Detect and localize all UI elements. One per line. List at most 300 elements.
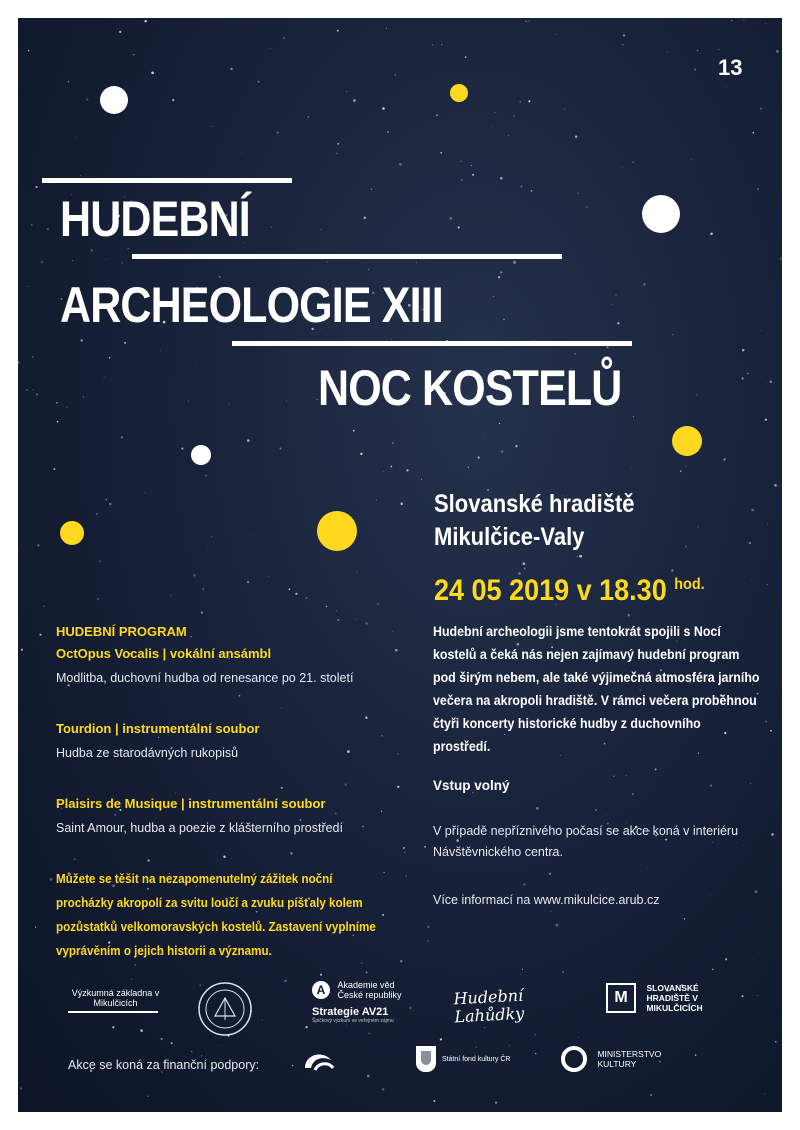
star bbox=[685, 545, 687, 547]
star bbox=[751, 509, 754, 512]
star bbox=[31, 224, 33, 226]
star bbox=[556, 924, 559, 927]
star bbox=[131, 979, 132, 980]
star bbox=[400, 502, 403, 505]
star bbox=[400, 960, 402, 962]
title-line-2: ARCHEOLOGIE XIII bbox=[60, 277, 443, 333]
star bbox=[47, 228, 49, 230]
star bbox=[21, 649, 23, 651]
star bbox=[383, 471, 384, 472]
star bbox=[281, 707, 282, 708]
star bbox=[493, 296, 495, 298]
vyzkumna-zakladna-text: Výzkumná základna v Mikulčicích bbox=[71, 988, 160, 1008]
star bbox=[726, 87, 727, 88]
star bbox=[381, 735, 383, 737]
star bbox=[684, 918, 685, 919]
star bbox=[104, 377, 105, 378]
program-item-desc: Saint Amour, hudba a poezie z klášterního prostředí bbox=[56, 821, 343, 835]
star bbox=[680, 470, 681, 471]
star bbox=[675, 900, 676, 901]
star bbox=[626, 775, 627, 776]
star bbox=[286, 401, 287, 402]
venue-line-2: Mikulčice-Valy bbox=[434, 523, 585, 551]
star bbox=[764, 1094, 765, 1095]
star bbox=[685, 466, 686, 467]
star bbox=[133, 54, 135, 56]
star bbox=[500, 177, 503, 180]
seal-icon bbox=[196, 980, 254, 1038]
star bbox=[109, 503, 112, 506]
star bbox=[472, 174, 474, 176]
star bbox=[175, 793, 176, 794]
star bbox=[247, 439, 250, 442]
star bbox=[767, 523, 768, 524]
star bbox=[371, 188, 373, 190]
title-rule bbox=[232, 341, 632, 346]
star bbox=[218, 1045, 219, 1046]
star bbox=[564, 109, 565, 110]
star bbox=[391, 466, 393, 468]
star bbox=[206, 843, 207, 844]
star bbox=[513, 261, 516, 264]
star bbox=[336, 610, 337, 611]
star bbox=[105, 499, 107, 501]
star bbox=[742, 349, 745, 352]
star bbox=[37, 544, 39, 546]
star bbox=[392, 631, 393, 632]
star bbox=[119, 31, 121, 33]
star bbox=[697, 526, 698, 527]
star bbox=[211, 536, 212, 537]
yellow-circle bbox=[317, 511, 357, 551]
star bbox=[377, 603, 379, 605]
star bbox=[623, 34, 625, 36]
program-item-desc: Hudba ze starodávných rukopisů bbox=[56, 746, 239, 760]
star bbox=[404, 852, 405, 853]
star bbox=[376, 500, 377, 501]
star bbox=[750, 783, 751, 784]
ministerstvo-ring-icon bbox=[561, 1046, 587, 1072]
star bbox=[366, 971, 368, 973]
star bbox=[32, 356, 34, 358]
star bbox=[18, 361, 19, 363]
star bbox=[556, 34, 557, 35]
star bbox=[622, 44, 624, 46]
star bbox=[383, 872, 384, 873]
venue-line-1: Slovanské hradiště bbox=[434, 490, 635, 518]
star bbox=[755, 890, 758, 893]
star bbox=[655, 768, 657, 770]
star bbox=[607, 346, 609, 348]
star bbox=[520, 186, 522, 188]
star bbox=[468, 467, 469, 468]
star bbox=[39, 634, 41, 636]
star bbox=[450, 217, 452, 219]
star bbox=[28, 286, 29, 287]
star bbox=[672, 334, 673, 335]
star bbox=[280, 447, 282, 449]
star bbox=[356, 619, 357, 620]
star bbox=[365, 717, 367, 719]
star bbox=[723, 458, 725, 460]
star bbox=[327, 261, 328, 262]
title-line-3: NOC KOSTELŮ bbox=[318, 360, 622, 416]
star bbox=[774, 484, 777, 487]
star bbox=[695, 1054, 696, 1055]
star bbox=[36, 393, 38, 395]
star bbox=[121, 436, 123, 438]
akademie-text: Akademie věd České republiky bbox=[337, 980, 402, 1000]
star bbox=[440, 1038, 442, 1040]
star bbox=[577, 556, 578, 557]
star bbox=[320, 229, 322, 231]
star bbox=[495, 1101, 497, 1103]
star bbox=[535, 1053, 536, 1054]
star bbox=[770, 730, 772, 732]
ministerstvo-text: MINISTERSTVO KULTURY bbox=[597, 1049, 662, 1069]
star bbox=[752, 132, 754, 134]
star bbox=[392, 442, 393, 443]
star bbox=[277, 132, 279, 134]
star bbox=[368, 269, 369, 270]
star bbox=[577, 193, 578, 194]
star bbox=[23, 230, 24, 231]
star bbox=[72, 260, 73, 261]
page-number: 13 bbox=[718, 55, 743, 80]
support-text: Akce se koná za finanční podpory: bbox=[68, 1058, 260, 1072]
star bbox=[83, 396, 84, 397]
star bbox=[731, 20, 733, 22]
program-item-name: Tourdion | instrumentální soubor bbox=[56, 721, 260, 736]
coat-of-arms-icon bbox=[416, 1046, 436, 1072]
star bbox=[77, 982, 78, 983]
star bbox=[336, 153, 337, 154]
strategie-subtext: Špičkový výzkum ve veřejném zájmu bbox=[312, 1018, 394, 1024]
star bbox=[421, 479, 422, 480]
event-description: Hudební archeologii jsme tentokrát spojili s Nocí kostelů a čeká nás nejen zajímavý hudební program pod širým nebem, ale také výjimečná atmosféra jarního večera na akropoli hradiště. V rámci večera proběhnou čtyři koncerty historické hudby z duchovního prostředí. bbox=[433, 624, 760, 754]
star bbox=[86, 98, 88, 100]
star bbox=[484, 438, 485, 439]
star bbox=[765, 721, 767, 723]
star bbox=[105, 259, 106, 260]
star bbox=[305, 1026, 307, 1028]
program-item-desc: Modlitba, duchovní hudba od renesance po 21. století bbox=[56, 671, 354, 685]
venue bbox=[434, 488, 635, 554]
more-info-link[interactable]: Více informací na www.mikulcice.arub.cz bbox=[433, 893, 660, 907]
star bbox=[762, 212, 763, 213]
star bbox=[171, 1042, 173, 1044]
star bbox=[140, 1029, 143, 1032]
star bbox=[718, 49, 719, 50]
star bbox=[523, 562, 526, 565]
star bbox=[53, 468, 55, 470]
star bbox=[725, 958, 727, 960]
star bbox=[650, 1094, 652, 1096]
star bbox=[243, 1110, 244, 1111]
logo-underline bbox=[68, 1011, 158, 1013]
star bbox=[326, 606, 327, 607]
star bbox=[99, 560, 101, 562]
hradiste-text: SLOVANSKÉ HRADIŠTĚ V MIKULČICÍCH bbox=[646, 983, 703, 1013]
star bbox=[43, 605, 45, 607]
akademie-icon: A bbox=[312, 981, 330, 999]
star bbox=[196, 363, 197, 364]
star bbox=[290, 852, 292, 854]
star bbox=[742, 995, 744, 997]
star bbox=[271, 227, 272, 228]
program-item bbox=[56, 721, 259, 760]
star bbox=[356, 572, 357, 573]
star bbox=[382, 914, 384, 916]
star bbox=[397, 786, 399, 788]
star bbox=[440, 152, 442, 154]
star bbox=[367, 1075, 370, 1078]
program-item-name: Plaisirs de Musique | instrumentální soubor bbox=[56, 796, 326, 811]
star bbox=[395, 74, 396, 75]
star bbox=[337, 143, 339, 145]
star bbox=[33, 389, 34, 390]
star bbox=[353, 430, 355, 432]
star bbox=[461, 179, 463, 181]
star bbox=[575, 353, 576, 354]
star bbox=[239, 695, 241, 697]
star bbox=[757, 995, 758, 996]
star bbox=[28, 50, 30, 52]
star bbox=[320, 974, 322, 976]
star bbox=[66, 407, 67, 408]
entry-info: Vstup volný bbox=[433, 778, 510, 793]
star bbox=[758, 953, 759, 954]
star bbox=[471, 165, 472, 166]
star bbox=[494, 112, 495, 113]
star bbox=[465, 56, 467, 58]
star bbox=[121, 262, 123, 264]
star bbox=[207, 546, 208, 547]
star bbox=[710, 894, 711, 895]
star bbox=[337, 30, 339, 32]
star bbox=[368, 1032, 370, 1034]
star bbox=[386, 28, 387, 29]
star bbox=[530, 190, 532, 192]
program-item bbox=[56, 796, 343, 835]
star bbox=[436, 114, 438, 116]
star bbox=[508, 135, 509, 136]
hradiste-mark-icon: M bbox=[606, 983, 636, 1013]
star bbox=[346, 1025, 347, 1026]
star bbox=[631, 468, 632, 469]
star bbox=[775, 1041, 777, 1043]
star bbox=[346, 91, 347, 92]
star bbox=[56, 402, 57, 403]
fond-text: Státní fond kultury ČR bbox=[441, 1055, 511, 1063]
star bbox=[151, 71, 154, 74]
star bbox=[395, 649, 398, 652]
star bbox=[671, 569, 673, 571]
title-rule bbox=[42, 178, 292, 183]
star bbox=[691, 159, 692, 160]
star bbox=[628, 614, 631, 617]
star bbox=[498, 276, 500, 278]
star bbox=[353, 99, 356, 102]
star bbox=[281, 787, 283, 789]
star bbox=[147, 59, 148, 60]
star bbox=[406, 469, 408, 471]
star bbox=[515, 445, 517, 447]
star bbox=[528, 100, 530, 102]
star bbox=[575, 136, 577, 138]
star bbox=[524, 567, 526, 569]
star bbox=[535, 1034, 536, 1035]
star bbox=[74, 858, 76, 860]
program-item bbox=[56, 646, 353, 685]
star bbox=[161, 1038, 163, 1040]
star bbox=[757, 188, 759, 190]
star bbox=[26, 389, 28, 391]
star bbox=[18, 550, 19, 552]
star bbox=[41, 261, 44, 264]
slovanske-hradiste-logo bbox=[606, 983, 728, 1013]
statni-fond-kultury-logo bbox=[416, 1046, 510, 1072]
star bbox=[712, 969, 714, 971]
star bbox=[191, 1051, 192, 1052]
star bbox=[190, 636, 192, 638]
star bbox=[491, 126, 492, 127]
weather-note: V případě nepříznivého počasí se akce koná v interiéru Návštěvnického centra. bbox=[433, 824, 739, 859]
star bbox=[81, 339, 83, 341]
strategie-text: Strategie AV21 bbox=[312, 1006, 389, 1018]
star bbox=[613, 776, 614, 777]
white-circle bbox=[642, 195, 680, 233]
star bbox=[147, 1096, 149, 1098]
star bbox=[201, 612, 203, 614]
star bbox=[769, 380, 772, 383]
star bbox=[536, 807, 539, 810]
event-date bbox=[434, 574, 705, 608]
poster bbox=[18, 18, 782, 1112]
star bbox=[347, 750, 350, 753]
star bbox=[391, 339, 392, 340]
star bbox=[760, 377, 761, 378]
star bbox=[632, 793, 634, 795]
star bbox=[295, 593, 297, 595]
star bbox=[147, 859, 149, 861]
star bbox=[622, 167, 623, 168]
star bbox=[365, 622, 368, 625]
star bbox=[223, 855, 225, 857]
star bbox=[270, 48, 271, 49]
star bbox=[382, 1088, 385, 1091]
star bbox=[266, 534, 267, 535]
star bbox=[397, 753, 398, 754]
white-circle bbox=[100, 86, 128, 114]
star bbox=[776, 50, 778, 52]
star bbox=[478, 456, 480, 458]
star bbox=[35, 927, 36, 928]
star bbox=[491, 174, 492, 175]
star bbox=[520, 974, 521, 975]
star bbox=[144, 20, 146, 22]
white-circle bbox=[191, 445, 211, 465]
star bbox=[501, 450, 503, 452]
star bbox=[305, 597, 307, 599]
star bbox=[523, 883, 525, 885]
star bbox=[112, 1026, 114, 1028]
star bbox=[181, 448, 183, 450]
star bbox=[399, 163, 402, 166]
star bbox=[760, 330, 761, 331]
star bbox=[424, 846, 426, 848]
star bbox=[667, 52, 668, 53]
star bbox=[201, 1055, 202, 1056]
star bbox=[80, 175, 81, 176]
star bbox=[643, 283, 646, 286]
star bbox=[427, 926, 429, 928]
star bbox=[127, 248, 129, 250]
star bbox=[205, 475, 206, 476]
star bbox=[562, 971, 563, 972]
star bbox=[288, 588, 290, 590]
star bbox=[766, 23, 767, 24]
star bbox=[579, 555, 582, 558]
star bbox=[694, 69, 696, 71]
star bbox=[441, 44, 442, 45]
star bbox=[50, 878, 53, 881]
star bbox=[433, 1100, 435, 1102]
star bbox=[241, 153, 242, 154]
star bbox=[144, 492, 145, 493]
title-rule bbox=[132, 254, 562, 259]
star bbox=[578, 1037, 579, 1038]
star bbox=[503, 319, 505, 321]
star bbox=[518, 26, 519, 27]
star bbox=[647, 869, 648, 870]
star bbox=[525, 20, 527, 22]
star bbox=[96, 513, 98, 515]
star bbox=[364, 217, 366, 219]
star bbox=[258, 81, 260, 83]
star bbox=[360, 453, 362, 455]
star bbox=[36, 186, 38, 188]
star bbox=[188, 401, 189, 402]
star bbox=[91, 249, 93, 251]
star bbox=[283, 37, 284, 38]
star bbox=[344, 784, 346, 786]
star bbox=[633, 416, 634, 417]
star bbox=[616, 295, 617, 296]
star bbox=[595, 809, 596, 810]
walk-description: Můžete se těšit na nezapomenutelný zážitek noční procházky akropolí za svitu loučí a zvuku píšťaly kolem pozůstatků velkomoravských kostelů. Zastavení vyplníme vyprávěním o jejich historii a významu. bbox=[56, 872, 376, 958]
star bbox=[308, 116, 310, 118]
star bbox=[522, 969, 523, 970]
star bbox=[382, 107, 385, 110]
star bbox=[551, 911, 552, 912]
vyzkumna-zakladna-logo bbox=[68, 988, 163, 1013]
star bbox=[247, 581, 249, 583]
program-item-name: OctOpus Vocalis | vokální ansámbl bbox=[56, 646, 272, 661]
star bbox=[742, 377, 744, 379]
hudebni-lahudky-logo: Hudební Lahůdky bbox=[453, 985, 525, 1027]
event-time-unit: hod. bbox=[674, 576, 705, 593]
star bbox=[697, 50, 698, 51]
star bbox=[160, 350, 161, 351]
star bbox=[172, 99, 174, 101]
ministerstvo-kultury-logo bbox=[561, 1046, 667, 1072]
event-date-value: 24 05 2019 v 18.30 bbox=[434, 574, 667, 607]
star bbox=[254, 534, 255, 535]
star bbox=[751, 580, 752, 581]
star bbox=[617, 322, 619, 324]
star bbox=[76, 137, 77, 138]
